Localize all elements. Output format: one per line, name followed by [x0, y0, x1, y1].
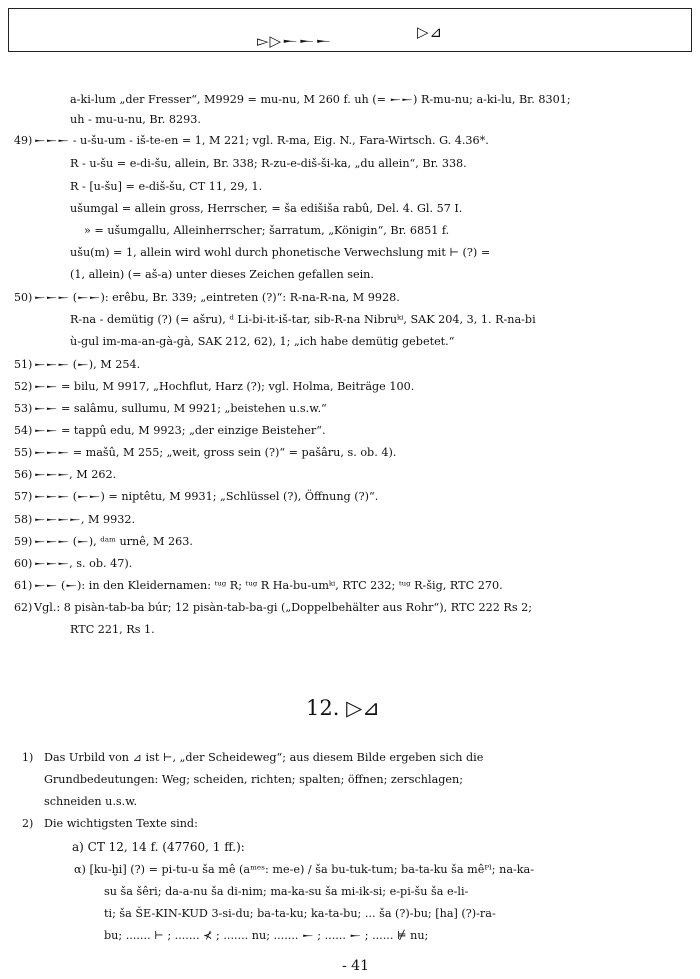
subsection-a: a) CT 12, 14 f. (47760, 1 ff.): [72, 840, 245, 854]
entry-number: 51) [14, 358, 33, 371]
entry-number: 60) [14, 557, 33, 570]
entry-49-line-6: ušu(m) = 1, allein wird wohl durch phonetische Verwechslung mit ⊢ (?) = [70, 246, 491, 259]
entry-52-line-1: 𒀸𒀸 = bilu, M 9917, „Hochflut, Harz (?); vgl. Holma, Beiträge 100. [34, 380, 415, 393]
page-number: - 41 [342, 958, 369, 974]
entry-number: 59) [14, 535, 33, 548]
entry-51-line-1: 𒀸𒀸𒀸 (𒀸), M 254. [34, 358, 141, 371]
entry-number: 55) [14, 446, 33, 459]
alpha-line-3: ti; ša ŠE-KIN-KUD 3-si-du; ba-ta-ku; ka-ta-bu; ... ša (?)-bu; [ha] (?)-ra- [104, 907, 496, 920]
section-heading [306, 696, 380, 720]
intro-line-1: a-ki-lum „der Fresser“, M9929 = mu-nu, M 260 f. uh (= 𒀸𒀸) R-mu-nu; a-ki-lu, Br. 8301; [70, 93, 571, 106]
entry-49-line-7: (1, allein) (= aš-a) unter dieses Zeichen gefallen sein. [70, 268, 374, 281]
alpha-line-4: bu; ....... ⊢ ; ....... ⊀ ; ....... nu; ....... 𒀸 ; ...... 𒀸 ; ...... ⊭ nu; [104, 929, 429, 942]
entry-53-line-1: 𒀸𒀸 = salâmu, sullumu, M 9921; „beistehen u.s.w.“ [34, 402, 327, 415]
entry-60-line-1: 𒀸𒀸𒀸, s. ob. 47). [34, 557, 133, 570]
header-cuneiform-sign-right: ▷⊿ [417, 23, 444, 41]
entry-54-line-1: 𒀸𒀸 = tappû edu, M 9923; „der einzige Beisteher“. [34, 424, 326, 437]
entry-62-line-2: RTC 221, Rs 1. [70, 623, 155, 636]
entry-50-line-2: R-na - demütig (?) (= ašru), ᵈ Li-bi-it-iš-tar, sib-R-na Nibruᵏⁱ, SAK 204, 3, 1. R-na-bi [70, 313, 536, 326]
entry-49-line-2: R - u-šu = e-di-šu, allein, Br. 338; R-zu-e-diš-ši-ka, „du allein“, Br. 338. [70, 157, 467, 170]
alpha-line-2: su ša šêri; da-a-nu ša di-nim; ma-ka-su ša mi-ik-si; e-pi-šu ša e-li- [104, 885, 469, 898]
entry-59-line-1: 𒀸𒀸𒀸 (𒀸), ᵈᵃᵐ urnê, M 263. [34, 535, 193, 548]
item-2-line-1: Die wichtigsten Texte sind: [44, 817, 198, 830]
alpha-line-1: α) [ku-ḫi] (?) = pi-tu-u ša mê (aᵐᵉˢ: me-e) / ša bu-tuk-tum; ba-ta-ku ša mêᴾˡ; na-ka- [74, 863, 535, 876]
entry-number: 61) [14, 579, 33, 592]
entry-57-line-1: 𒀸𒀸𒀸 (𒀸𒀸) = niptêtu, M 9931; „Schlüssel (?), Öffnung (?)“. [34, 490, 379, 503]
intro-line-2: uh - mu-u-nu, Br. 8293. [70, 113, 201, 126]
header-cuneiform-sign-left: ▻▷𒀸𒀸𒀸 [257, 32, 333, 50]
section-cuneiform-sign: ▷⊿ [346, 696, 380, 720]
entry-56-line-1: 𒀸𒀸𒀸, M 262. [34, 468, 117, 481]
entry-number: 52) [14, 380, 33, 393]
item-1-line-3: schneiden u.s.w. [44, 795, 138, 808]
entry-49-line-5: » = ušumgallu, Alleinherrscher; šarratum, „Königin“, Br. 6851 f. [84, 224, 450, 237]
entry-50-line-3: ù-gul im-ma-an-gà-gà, SAK 212, 62), 1; „ich habe demütig gebetet.“ [70, 335, 455, 348]
item-number: 2) [22, 817, 34, 830]
item-number: 1) [22, 751, 34, 764]
entry-number: 57) [14, 490, 33, 503]
entry-50-line-1: 𒀸𒀸𒀸 (𒀸𒀸): erêbu, Br. 339; „eintreten (?)“: R-na-R-na, M 9928. [34, 291, 400, 304]
entry-58-line-1: 𒀸𒀸𒀸𒀸, M 9932. [34, 513, 136, 526]
entry-49-line-3: R - [u-šu] = e-diš-šu, CT 11, 29, 1. [70, 180, 263, 193]
entry-number: 62) [14, 601, 33, 614]
section-number: 12. [306, 696, 340, 720]
header-frame [8, 8, 692, 52]
item-1-line-2: Grundbedeutungen: Weg; scheiden, richten; spalten; öffnen; zerschlagen; [44, 773, 464, 786]
item-1-line-1: Das Urbild von ⊿ ist ⊢, „der Scheideweg“; aus diesem Bilde ergeben sich die [44, 751, 484, 764]
entry-number: 53) [14, 402, 33, 415]
entry-number: 50) [14, 291, 33, 304]
entry-55-line-1: 𒀸𒀸𒀸 = mašû, M 255; „weit, gross sein (?)“ = pašâru, s. ob. 4). [34, 446, 397, 459]
entry-number: 58) [14, 513, 33, 526]
entry-62-line-1: Vgl.: 8 pisàn-tab-ba búr; 12 pisàn-tab-ba-gi („Doppelbehälter aus Rohr“), RTC 222 Rs 2; [34, 601, 533, 614]
entry-number: 54) [14, 424, 33, 437]
entry-61-line-1: 𒀸𒀸 (𒀸): in den Kleidernamen: ᵗᵘᵍ R; ᵗᵘᵍ R Ha-bu-umᵏⁱ, RTC 232; ᵗᵘᵍ R-šig, RTC 270. [34, 579, 503, 592]
entry-49-line-1: 𒀸𒀸𒀸 - u-šu-um - iš-te-en = 1, M 221; vgl. R-ma, Eig. N., Fara-Wirtsch. G. 4.36*. [34, 134, 489, 147]
entry-number: 56) [14, 468, 33, 481]
entry-number: 49) [14, 134, 33, 147]
entry-49-line-4: ušumgal = allein gross, Herrscher, = ša edišiša rabû, Del. 4. Gl. 57 I. [70, 202, 463, 215]
